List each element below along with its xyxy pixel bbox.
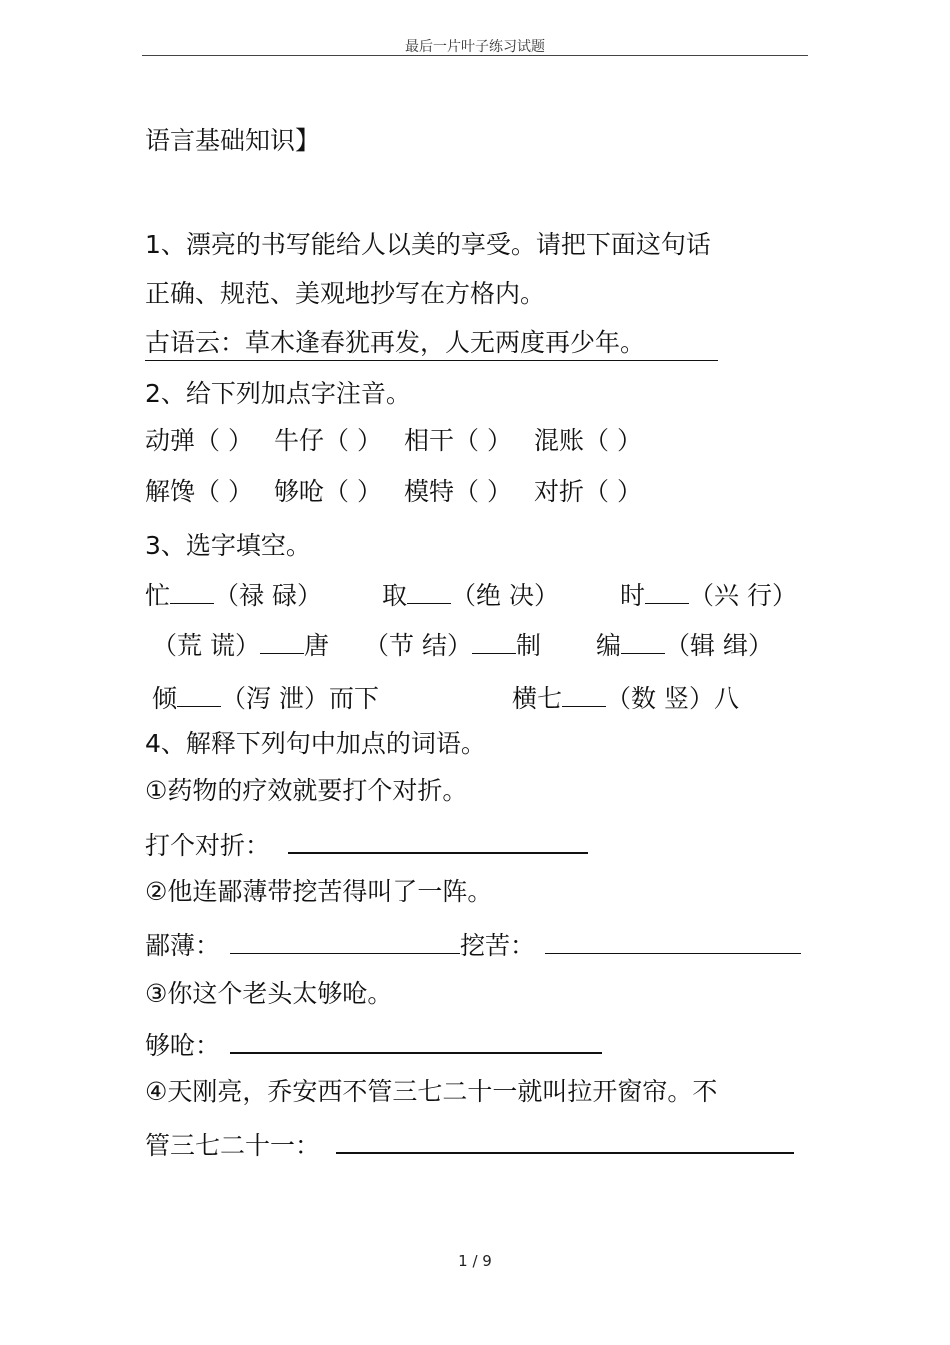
- q4-sentence-3: ③你这个老头太够呛。: [145, 979, 393, 1008]
- q1-line1: 1、漂亮的书写能给人以美的享受。请把下面这句话: [145, 230, 711, 259]
- q3-item: [596, 627, 773, 662]
- page-header: 最后一片叶子练习试题: [405, 39, 545, 55]
- q2-item: 混账（ ）: [534, 426, 642, 455]
- term-label: 够呛：: [145, 1031, 221, 1060]
- term-label: 鄙薄：: [145, 931, 221, 960]
- q3-item: [382, 577, 559, 612]
- answer-line[interactable]: [545, 927, 801, 954]
- q3-post: 制: [515, 631, 541, 660]
- answer-line[interactable]: [230, 927, 460, 954]
- q3-post: （泻 泄）而下: [221, 684, 379, 713]
- q3-item: [152, 680, 379, 715]
- q3-post: 唐: [303, 631, 329, 660]
- answer-line[interactable]: [288, 826, 588, 854]
- q3-post: （绝 决）: [451, 581, 559, 610]
- q4-answer-4: [145, 1126, 794, 1162]
- q2-item: 够呛（ ）: [274, 477, 382, 506]
- fill-blank[interactable]: [645, 577, 689, 604]
- q3-pre: （节 结）: [364, 631, 472, 660]
- q2-item: 对折（ ）: [534, 477, 642, 506]
- q3-post: （禄 碌）: [214, 581, 322, 610]
- q3-title: 3、选字填空。: [145, 531, 311, 560]
- q3-post: （数 竖）八: [606, 684, 739, 713]
- answer-line[interactable]: [230, 1026, 602, 1054]
- q4-answer-2: [145, 927, 801, 962]
- quote-text: 古语云：草木逢春犹再发，人无两度再少年。: [145, 327, 718, 361]
- q3-pre: 编: [596, 631, 622, 660]
- q3-item: [364, 627, 541, 662]
- q3-pre: 忙: [145, 581, 171, 610]
- q4-answer-3: [145, 1026, 602, 1062]
- fill-blank[interactable]: [407, 577, 451, 604]
- q3-pre: （荒 谎）: [152, 631, 260, 660]
- q2-item: 相干（ ）: [404, 426, 512, 455]
- q2-item: 牛仔（ ）: [274, 426, 382, 455]
- fill-blank[interactable]: [260, 627, 304, 654]
- q4-sentence-1: ①药物的疗效就要打个对折。: [145, 776, 468, 805]
- q2-item: 模特（ ）: [404, 477, 512, 506]
- q4-sentence-4: ④天刚亮，乔安西不管三七二十一就叫拉开窗帘。不: [145, 1077, 718, 1106]
- section-title: 语言基础知识】: [145, 126, 321, 155]
- term-label: 管三七二十一：: [145, 1131, 321, 1160]
- header-rule: [142, 55, 808, 56]
- q1-quote: [145, 327, 718, 361]
- term-label: 打个对折：: [145, 831, 271, 860]
- q3-item: [145, 577, 322, 612]
- page-number: 1 / 9: [458, 1252, 492, 1270]
- fill-blank[interactable]: [621, 627, 665, 654]
- q4-answer-1: [145, 826, 588, 862]
- q3-item: [512, 680, 739, 715]
- q2-title: 2、给下列加点字注音。: [145, 379, 411, 408]
- q4-title: 4、解释下列句中加点的词语。: [145, 729, 486, 758]
- fill-blank[interactable]: [472, 627, 516, 654]
- q3-post: （兴 行）: [689, 581, 797, 610]
- q2-item: 动弹（ ）: [145, 426, 253, 455]
- answer-line[interactable]: [336, 1126, 794, 1154]
- q3-pre: 时: [620, 581, 646, 610]
- q3-post: （辑 缉）: [665, 631, 773, 660]
- q3-item: [152, 627, 329, 662]
- fill-blank[interactable]: [177, 680, 221, 707]
- q3-item: [620, 577, 797, 612]
- term-label: 挖苦：: [460, 931, 536, 960]
- fill-blank[interactable]: [170, 577, 214, 604]
- q3-pre: 横七: [512, 684, 563, 713]
- q4-sentence-2: ②他连鄙薄带挖苦得叫了一阵。: [145, 877, 493, 906]
- q2-item: 解馋（ ）: [145, 477, 253, 506]
- q1-line2: 正确、规范、美观地抄写在方格内。: [145, 279, 546, 308]
- q3-pre: 倾: [152, 684, 178, 713]
- fill-blank[interactable]: [562, 680, 606, 707]
- q3-pre: 取: [382, 581, 408, 610]
